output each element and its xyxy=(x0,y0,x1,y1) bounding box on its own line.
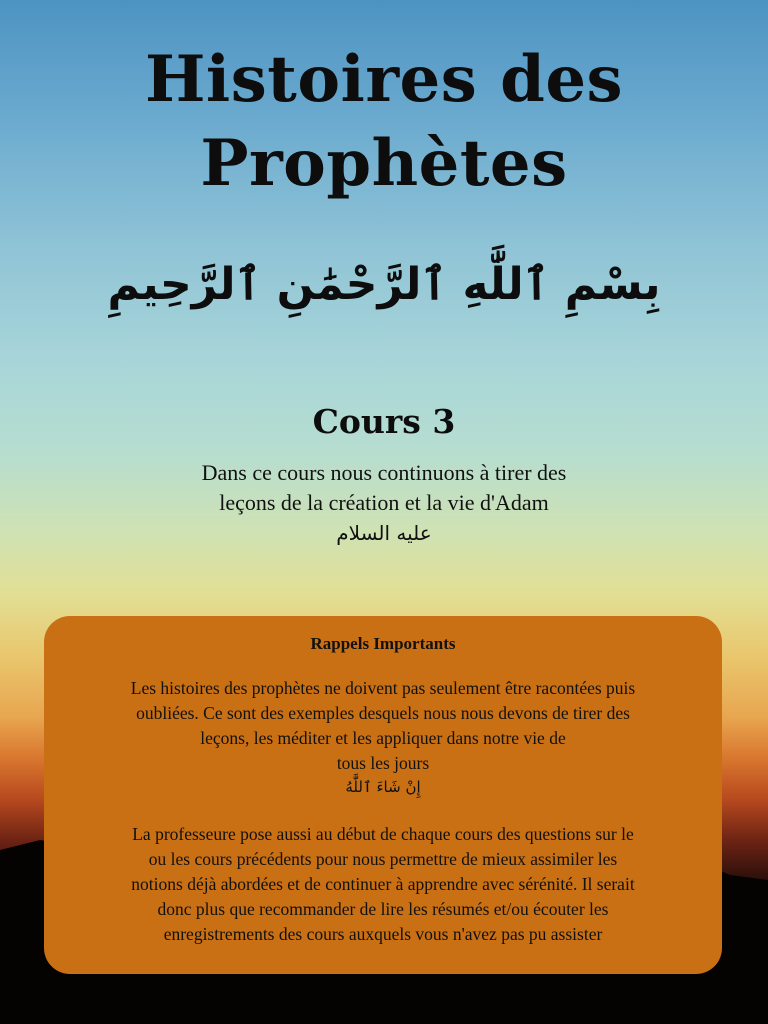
reminder-box xyxy=(44,616,722,974)
page-title xyxy=(0,38,768,206)
course-desc-line-1: Dans ce cours nous continuons à tirer des xyxy=(201,460,567,485)
reminder-p1-line: oubliées. Ce sont des exemples desquels nous nous devons de tirer des xyxy=(136,703,630,723)
title-line-1: Histoires des xyxy=(144,42,624,117)
reminder-p1-line: leçons, les méditer et les appliquer dans notre vie de xyxy=(200,728,566,748)
reminder-paragraph-1 xyxy=(62,676,704,798)
reminder-p2-line: enregistrements des cours auxquels vous n'avez pas pu assister xyxy=(163,924,603,944)
basmala-text: بِسْمِ ٱللَّٰهِ ٱلرَّحْمَٰنِ ٱلرَّحِيمِ xyxy=(107,259,661,310)
course-desc-arabic: عليه السلام xyxy=(336,521,432,545)
reminder-p1-line: tous les jours xyxy=(336,753,430,773)
reminder-p2-line: La professeure pose aussi au début de chaque cours des questions sur le xyxy=(132,824,634,844)
reminder-p1-arabic: إِنْ شَاءَ ٱللَّٰهُ xyxy=(345,778,421,796)
reminder-p2-line: notions déjà abordées et de continuer à apprendre avec sérénité. Il serait xyxy=(131,874,635,894)
course-title: Cours 3 xyxy=(312,402,456,441)
reminder-heading: Rappels Importants xyxy=(310,634,456,653)
reminder-p2-line: donc plus que recommander de lire les résumés et/ou écouter les xyxy=(157,899,609,919)
course-description xyxy=(134,458,634,548)
reminder-p1-line: Les histoires des prophètes ne doivent pas seulement être racontées puis xyxy=(130,678,636,698)
title-line-2: Prophètes xyxy=(200,126,568,201)
reminder-p2-line: ou les cours précédents pour nous permettre de mieux assimiler les xyxy=(148,849,618,869)
reminder-paragraph-2 xyxy=(62,822,704,947)
course-desc-line-2: leçons de la création et la vie d'Adam xyxy=(219,490,549,515)
